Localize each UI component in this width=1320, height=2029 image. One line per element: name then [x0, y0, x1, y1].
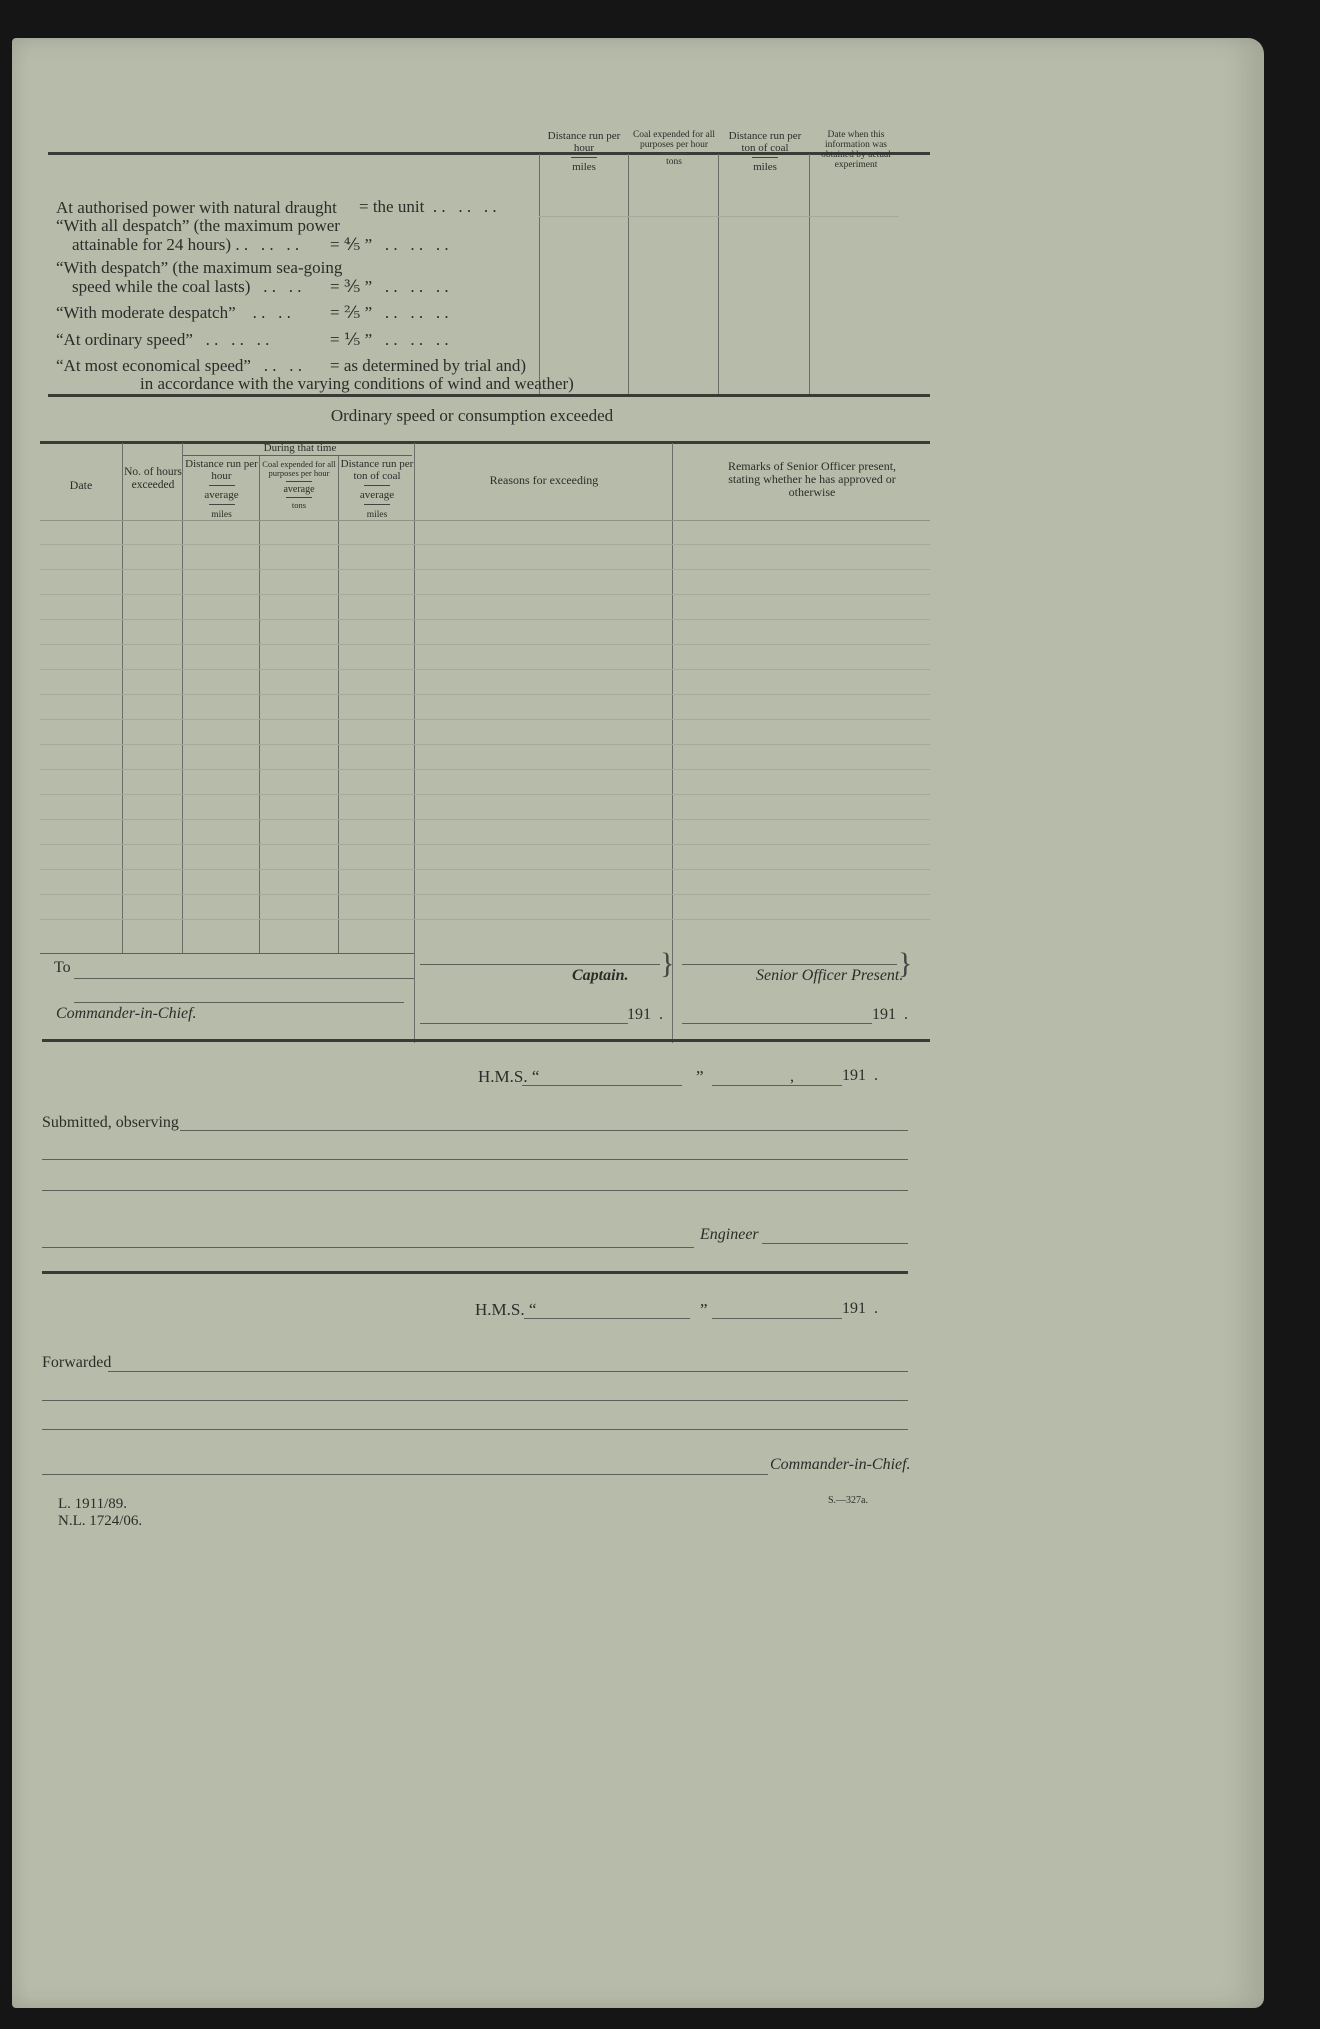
- row-despatch-value: = ⅗ ” . . . . . .: [330, 277, 449, 296]
- ruled-line: [40, 819, 930, 820]
- table1-col-divider: [628, 154, 629, 394]
- senior-officer-brace: }: [898, 947, 913, 980]
- captain-year: 191 .: [627, 1006, 663, 1023]
- table1-bottom-rule: [48, 394, 930, 397]
- submitted-line[interactable]: [180, 1130, 908, 1131]
- captain-label: Captain.: [572, 967, 629, 984]
- to-line: [74, 978, 414, 979]
- ruled-line: [40, 769, 930, 770]
- to-label: To: [54, 959, 71, 976]
- row-moderate-despatch-value: = ⅖ ” . . . . . .: [330, 303, 449, 322]
- row-all-despatch-value: = ⅘ ” . . . . . .: [330, 235, 449, 254]
- table2-col-divider: [338, 456, 339, 953]
- ruled-line: [40, 744, 930, 745]
- header-remarks: Remarks of Senior Officer present, stating whether he has approved or otherwise: [727, 459, 897, 499]
- row-moderate-despatch: “With moderate despatch” . . . .: [56, 303, 291, 322]
- forwarded-cinc-label: Commander-in-Chief.: [770, 1456, 911, 1473]
- row-economical-speed: “At most economical speed” . . . .: [56, 356, 302, 375]
- hms1-date-field[interactable]: [712, 1085, 842, 1086]
- ruled-line: [40, 719, 930, 720]
- during-underline: [182, 455, 412, 456]
- forwarded-line[interactable]: [42, 1474, 768, 1475]
- ruled-line: [40, 644, 930, 645]
- form-page: [12, 38, 1264, 2008]
- ruled-line: [40, 569, 930, 570]
- hms2-year: 191 .: [842, 1300, 878, 1317]
- hms1-comma: ,: [790, 1068, 794, 1085]
- ruled-line: [40, 669, 930, 670]
- ruled-line: [40, 619, 930, 620]
- to-line-2: [74, 1002, 404, 1003]
- table2-col-divider: [259, 456, 260, 953]
- hms1-prefix: H.M.S. “: [478, 1067, 540, 1086]
- row-ordinary-speed-value: = ⅕ ” . . . . . .: [330, 330, 449, 349]
- hms1-year: 191 .: [842, 1067, 878, 1084]
- table1-col-divider: [718, 154, 719, 394]
- engineer-label: Engineer: [700, 1226, 759, 1243]
- submitted-line[interactable]: [42, 1190, 908, 1191]
- submitted-bottom-rule: [42, 1271, 908, 1274]
- ruled-line: [40, 894, 930, 895]
- during-that-time-label: During that time: [263, 442, 337, 454]
- engineer-signature-line[interactable]: [762, 1243, 908, 1244]
- submitted-line[interactable]: [42, 1159, 908, 1160]
- senior-date-line: [682, 1023, 872, 1024]
- row-authorised-power-value: = the unit . . . . . .: [359, 197, 497, 216]
- submitted-line[interactable]: [42, 1247, 694, 1248]
- header-coal-per-hour: Coal expended for all purposes per hour tons: [632, 130, 716, 167]
- captain-date-line: [420, 1023, 628, 1024]
- senior-year: 191 .: [872, 1006, 908, 1023]
- row-all-despatch: “With all despatch” (the maximum power attainable for 24 hours) . . . . . .: [56, 216, 340, 254]
- footer-ref-l: L. 1911/89.: [58, 1496, 128, 1512]
- table1-col-divider: [809, 154, 810, 394]
- section2-title: Ordinary speed or consumption exceeded: [330, 406, 614, 425]
- row-economical-speed-value: = as determined by trial and): [330, 356, 527, 375]
- hms2-prefix: H.M.S. “: [475, 1300, 537, 1319]
- hms1-close-quote: ”: [696, 1067, 704, 1086]
- table2-top-rule: [40, 441, 930, 444]
- ruled-line: [40, 694, 930, 695]
- header2-coal-per-hour: Coal expended for all purposes per hour average tons: [262, 459, 336, 510]
- ruled-line: [40, 844, 930, 845]
- row-despatch: “With despatch” (the maximum sea-going speed while the coal lasts) . . . .: [56, 258, 343, 296]
- ruled-line: [40, 869, 930, 870]
- submitted-observing-label: Submitted, observing: [42, 1114, 179, 1131]
- table1-header-rule: [539, 216, 899, 217]
- senior-officer-line: [682, 964, 897, 965]
- footer-ref-nl: N.L. 1724/06.: [58, 1513, 143, 1529]
- ruled-line: [40, 919, 930, 920]
- header-distance-per-hour: Distance run per hour miles: [547, 130, 621, 173]
- header2-distance-per-ton: Distance run per ton of coal average miles: [340, 458, 414, 520]
- to-block-rule: [40, 953, 414, 954]
- forwarded-line[interactable]: [42, 1400, 908, 1401]
- ruled-line: [40, 544, 930, 545]
- header-distance-per-ton: Distance run per ton of coal miles: [728, 130, 802, 173]
- hms2-date-field[interactable]: [712, 1318, 842, 1319]
- ruled-line: [40, 594, 930, 595]
- captain-line: [420, 964, 660, 965]
- forwarded-line[interactable]: [108, 1371, 908, 1372]
- ruled-line: [40, 794, 930, 795]
- header2-distance-per-hour: Distance run per hour average miles: [185, 458, 258, 520]
- header-date: Date: [69, 478, 93, 492]
- header-hours-exceeded: No. of hours exceeded: [124, 466, 182, 491]
- table2-header-rule: [40, 520, 930, 521]
- section2-bottom-rule: [42, 1039, 930, 1042]
- table1-col-divider: [539, 154, 540, 394]
- hms2-ship-name-field[interactable]: [524, 1318, 690, 1319]
- table2-col-divider: [414, 443, 415, 1043]
- hms2-close-quote: ”: [700, 1300, 708, 1319]
- footer-references: [58, 1496, 142, 1530]
- header-date-experiment: Date when this information was obtained by actual experiment: [821, 130, 891, 170]
- captain-brace: }: [660, 947, 675, 980]
- footer-form-code: S.—327a.: [828, 1495, 868, 1506]
- senior-officer-label: Senior Officer Present.: [756, 967, 904, 984]
- cinc-signature-label: Commander-in-Chief.: [56, 1005, 197, 1022]
- forwarded-line[interactable]: [42, 1429, 908, 1430]
- header-reasons: Reasons for exceeding: [489, 473, 599, 487]
- forwarded-label: Forwarded: [42, 1354, 112, 1371]
- hms1-ship-name-field[interactable]: [522, 1085, 682, 1086]
- row-authorised-power: At authorised power with natural draught: [56, 198, 337, 217]
- row-economical-speed-note: in accordance with the varying conditions of wind and weather): [140, 374, 574, 393]
- row-ordinary-speed: “At ordinary speed” . . . . . .: [56, 330, 270, 349]
